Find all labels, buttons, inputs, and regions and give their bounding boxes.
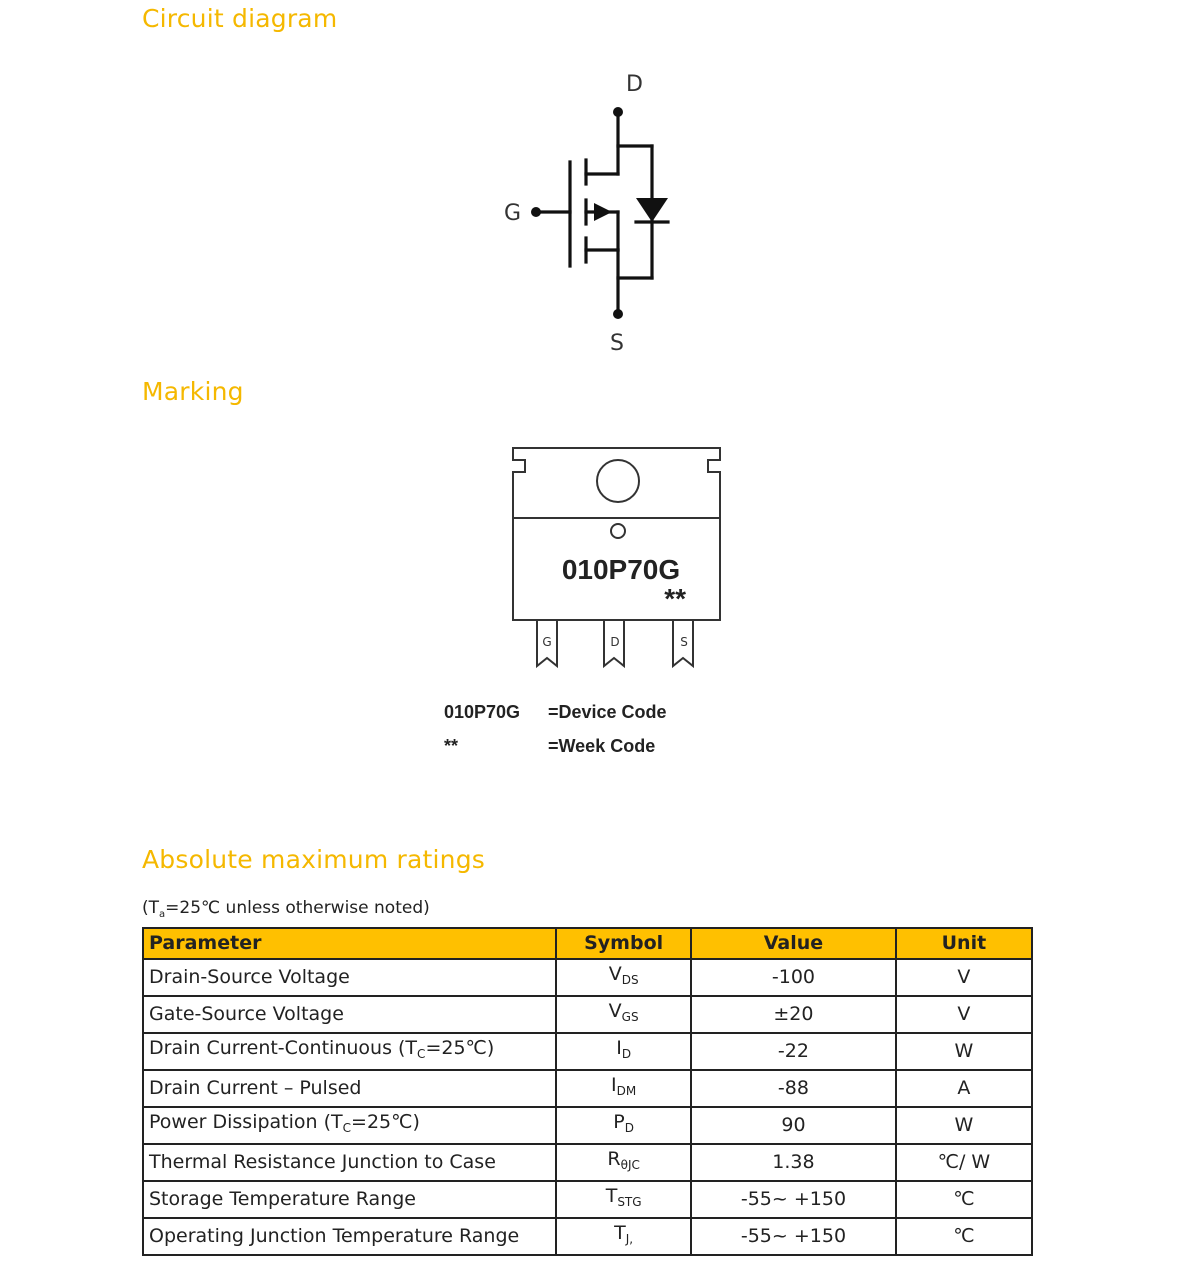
row-parameter [143, 959, 556, 996]
table-row [143, 959, 1032, 996]
table-row [143, 1033, 1032, 1070]
symbol-main: T [614, 1222, 626, 1244]
row-unit: W [896, 1107, 1032, 1144]
symbol-sub: STG [617, 1195, 642, 1209]
row-parameter [143, 1033, 556, 1070]
parameter-text: Gate-Source Voltage [149, 1003, 344, 1025]
parameter-text: Operating Junction Temperature Range [149, 1225, 520, 1247]
conditions-suffix: =25℃ unless otherwise noted) [165, 898, 430, 918]
header-symbol: Symbol [556, 928, 691, 959]
parameter-sub: C [342, 1121, 352, 1135]
lead-g-label: G [542, 635, 552, 649]
row-value: -55~ +150 [691, 1181, 896, 1218]
row-value: 1.38 [691, 1144, 896, 1181]
channel-arrow-icon [594, 203, 612, 221]
legend-device-code-key: 010P70G [444, 702, 521, 722]
header-parameter: Parameter [143, 928, 556, 959]
row-parameter [143, 1144, 556, 1181]
row-value: -55~ +150 [691, 1218, 896, 1255]
table-row [143, 1144, 1032, 1181]
table-row [143, 1107, 1032, 1144]
symbol-main: P [613, 1111, 625, 1133]
lead-d-label: D [610, 635, 620, 649]
row-parameter [143, 1181, 556, 1218]
row-value: -100 [691, 959, 896, 996]
legend-week-code-key: ** [444, 736, 459, 756]
table-row [143, 1181, 1032, 1218]
row-unit: V [896, 996, 1032, 1033]
conditions-prefix: (T [142, 898, 160, 918]
row-parameter [143, 996, 556, 1033]
row-symbol [556, 1107, 691, 1144]
circuit-diagram-heading: Circuit diagram [142, 4, 338, 33]
test-conditions-note [142, 898, 430, 920]
symbol-main: T [605, 1185, 618, 1207]
row-value: 90 [691, 1107, 896, 1144]
header-unit: Unit [896, 928, 1032, 959]
pin-g-label: G [504, 201, 522, 226]
symbol-sub: DM [616, 1084, 637, 1098]
row-value: -88 [691, 1070, 896, 1107]
parameter-text: Thermal Resistance Junction to Case [149, 1151, 496, 1173]
diode-icon [636, 198, 668, 222]
symbol-sub: D [621, 1047, 632, 1061]
parameter-text: Drain Current – Pulsed [149, 1077, 362, 1099]
parameter-tail: =25℃) [351, 1111, 420, 1133]
row-value: -22 [691, 1033, 896, 1070]
legend-device-code [444, 702, 667, 723]
row-unit: ℃ [896, 1218, 1032, 1255]
row-value: ±20 [691, 996, 896, 1033]
row-parameter [143, 1218, 556, 1255]
row-symbol [556, 1144, 691, 1181]
row-unit: ℃/ W [896, 1144, 1032, 1181]
symbol-main: I [611, 1074, 617, 1096]
symbol-sub: GS [621, 1010, 639, 1024]
row-unit: ℃ [896, 1181, 1032, 1218]
ratings-table [142, 927, 1033, 1256]
absolute-maximum-ratings-heading: Absolute maximum ratings [142, 845, 486, 874]
row-symbol [556, 996, 691, 1033]
symbol-sub: θJC [620, 1158, 640, 1172]
mosfet-symbol [500, 60, 690, 360]
row-symbol [556, 1181, 691, 1218]
parameter-sub: C [417, 1047, 426, 1061]
lead-s-label: S [680, 635, 688, 649]
header-value: Value [691, 928, 896, 959]
symbol-sub: DS [621, 973, 639, 987]
legend-week-code-meaning: =Week Code [548, 736, 656, 756]
week-code-marking: ** [664, 583, 686, 614]
parameter-text: Drain Current-Continuous (T [149, 1037, 418, 1059]
pin-d-label: D [626, 72, 643, 97]
symbol-main: V [608, 1000, 622, 1022]
package-drawing [505, 440, 730, 680]
parameter-tail: =25℃) [425, 1037, 495, 1059]
parameter-text: Power Dissipation (T [149, 1111, 343, 1133]
row-symbol [556, 959, 691, 996]
symbol-main: R [607, 1148, 621, 1170]
parameter-text: Drain-Source Voltage [149, 966, 350, 988]
table-row [143, 1218, 1032, 1255]
table-row [143, 1070, 1032, 1107]
device-code-marking: 010P70G [561, 554, 681, 585]
row-parameter [143, 1107, 556, 1144]
row-symbol [556, 1218, 691, 1255]
row-unit: A [896, 1070, 1032, 1107]
table-row [143, 996, 1032, 1033]
symbol-sub: D [624, 1121, 634, 1135]
conditions-sub: a [159, 909, 166, 920]
symbol-sub: J, [625, 1232, 634, 1246]
symbol-main: V [608, 963, 622, 985]
table-header-row [143, 928, 1032, 959]
row-parameter [143, 1070, 556, 1107]
row-symbol [556, 1033, 691, 1070]
row-unit: W [896, 1033, 1032, 1070]
marking-heading: Marking [142, 377, 244, 406]
legend-week-code [444, 736, 655, 757]
row-unit: V [896, 959, 1032, 996]
row-symbol [556, 1070, 691, 1107]
symbol-main: I [616, 1037, 622, 1059]
pin-s-label: S [610, 331, 624, 356]
parameter-text: Storage Temperature Range [149, 1188, 416, 1210]
legend-device-code-meaning: =Device Code [548, 702, 667, 722]
